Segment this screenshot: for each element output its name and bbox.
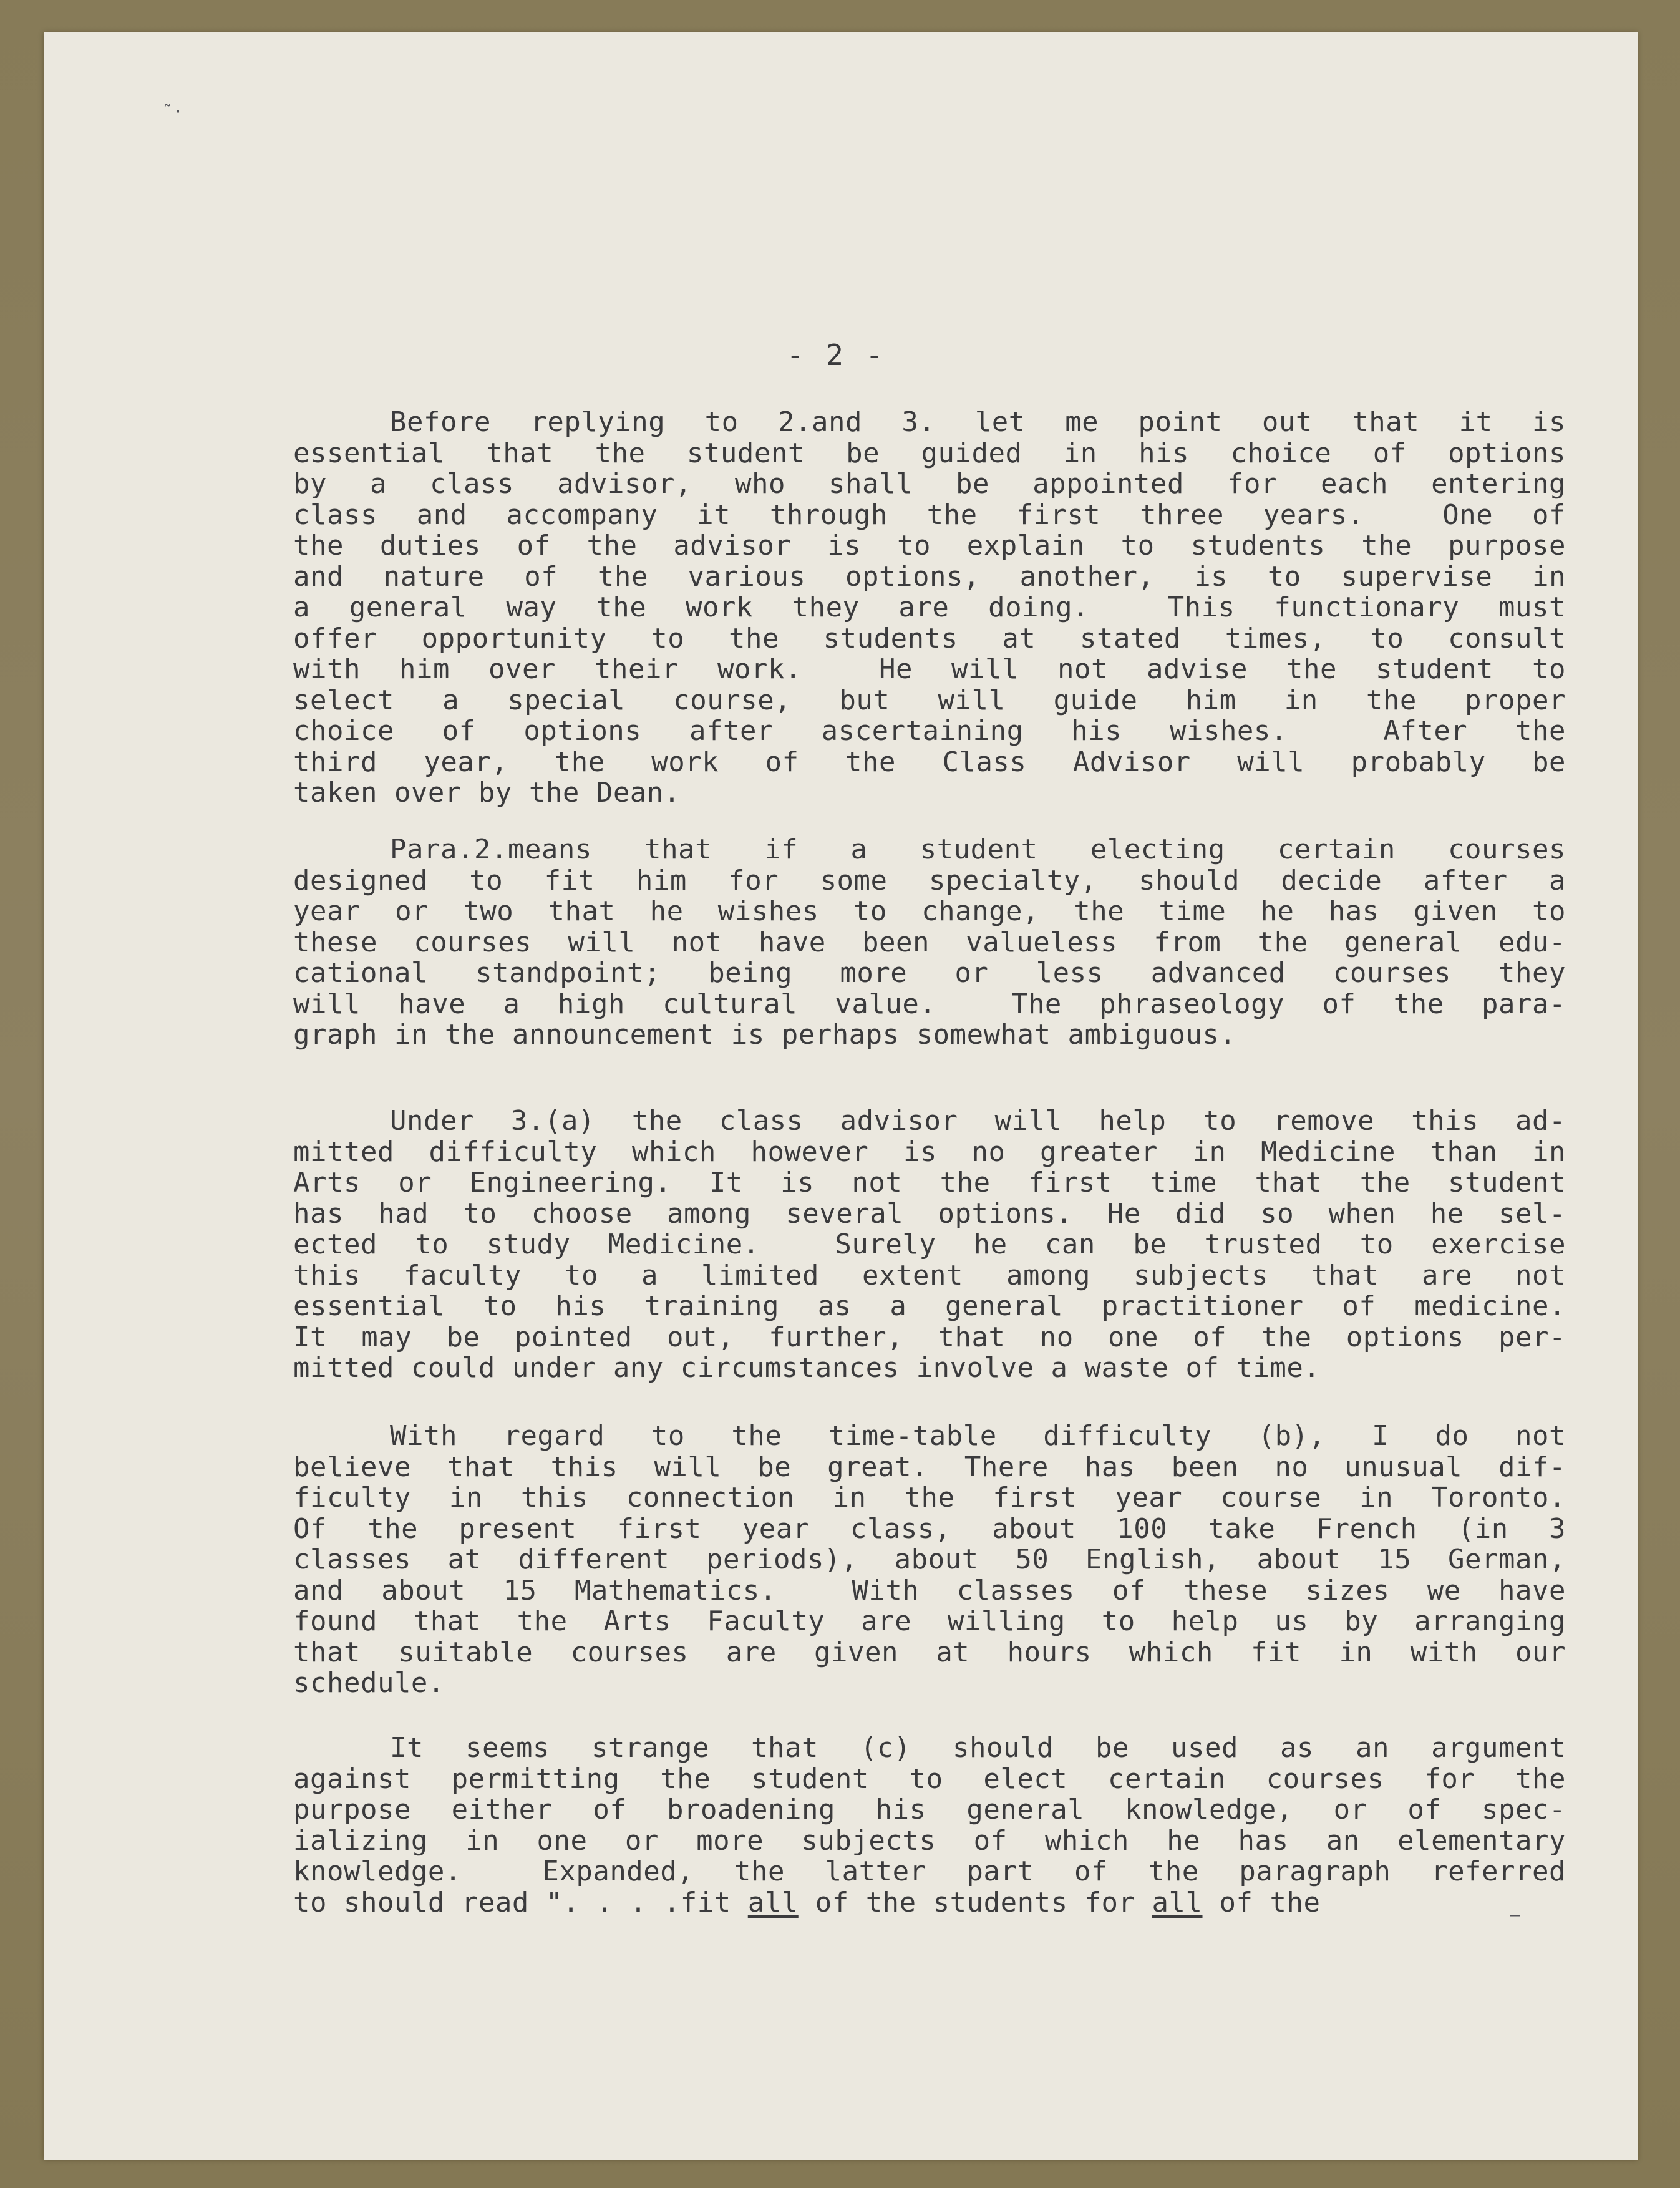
text-fragment: of the students for: [798, 1886, 1152, 1918]
paragraph-4: [293, 1421, 1566, 1699]
text-line: It may be pointed out, further, that no one of the options per-: [293, 1321, 1566, 1353]
text-line: taken over by the Dean.: [293, 777, 681, 809]
text-line: has had to choose among several options. He did so when he sel-: [293, 1197, 1566, 1230]
text-line: by a class advisor, who shall be appointed for each entering: [293, 468, 1566, 500]
text-line: offer opportunity to the students at stated times, to consult: [293, 622, 1566, 654]
text-line: [293, 1887, 1566, 1918]
text-fragment: of the: [1202, 1886, 1321, 1918]
text-line: select a special course, but will guide him in the proper: [293, 684, 1566, 716]
text-line: It seems strange that (c) should be used as an argument: [390, 1732, 1566, 1764]
text-line: graph in the announcement is perhaps somewhat ambiguous.: [293, 1019, 1236, 1051]
text-line: a general way the work they are doing. This functionary must: [293, 591, 1566, 623]
text-line: Before replying to 2.and 3. let me point out that it is: [390, 406, 1566, 438]
text-line: believe that this will be great. There has been no unusual dif-: [293, 1451, 1566, 1483]
text-line: ficulty in this connection in the first year course in Toronto.: [293, 1482, 1566, 1514]
text-line: this faculty to a limited extent among subjects that are not: [293, 1259, 1566, 1291]
underlined-word: all: [747, 1886, 799, 1918]
page-number: - 2 -: [786, 338, 886, 372]
text-line: choice of options after ascertaining his wishes. After the: [293, 715, 1566, 747]
typed-page: [44, 32, 1638, 2160]
text-line: mitted could under any circumstances involve a waste of time.: [293, 1352, 1321, 1384]
text-line: purpose either of broadening his general knowledge, or of spec-: [293, 1794, 1566, 1826]
text-line: classes at different periods), about 50 English, about 15 German,: [293, 1544, 1566, 1575]
text-line: Under 3.(a) the class advisor will help to remove this ad-: [390, 1105, 1566, 1137]
text-line: against permitting the student to elect certain courses for the: [293, 1763, 1566, 1795]
text-line: the duties of the advisor is to explain to students the purpose: [293, 530, 1566, 562]
text-line: that suitable courses are given at hours which fit in with our: [293, 1636, 1566, 1668]
paragraph-3: [293, 1106, 1566, 1384]
text-line: class and accompany it through the first three years. One of: [293, 498, 1566, 531]
text-line: third year, the work of the Class Advisor will probably be: [293, 746, 1566, 778]
text-line: essential that the student be guided in his choice of options: [293, 437, 1566, 469]
text-line: designed to fit him for some specialty, should decide after a: [293, 864, 1566, 897]
text-line: mitted difficulty which however is no greater in Medicine than in: [293, 1135, 1566, 1168]
text-line: ected to study Medicine. Surely he can be trusted to exercise: [293, 1228, 1566, 1260]
corner-mark: ˜·: [162, 101, 183, 122]
text-line: ializing in one or more subjects of which he has an elementary: [293, 1824, 1566, 1857]
text-line: and nature of the various options, another, is to supervise in: [293, 560, 1566, 593]
text-line: cational standpoint; being more or less advanced courses they: [293, 957, 1566, 989]
text-line: Arts or Engineering. It is not the first time that the student: [293, 1167, 1566, 1199]
paragraph-5: [293, 1733, 1566, 1918]
paragraph-1: [293, 407, 1566, 809]
margin-dash: –: [1510, 1904, 1520, 1925]
text-line: will have a high cultural value. The phraseology of the para-: [293, 988, 1566, 1020]
text-line: essential to his training as a general practitioner of medicine.: [293, 1290, 1566, 1322]
text-line: found that the Arts Faculty are willing to help us by arranging: [293, 1605, 1566, 1637]
text-line: with him over their work. He will not advise the student to: [293, 653, 1566, 685]
text-line: Of the present first year class, about 100 take French (in 3: [293, 1512, 1566, 1545]
text-line: With regard to the time-table difficulty (b), I do not: [390, 1420, 1566, 1452]
text-fragment: to should read ". . . .fit: [293, 1886, 748, 1918]
paragraph-2: [293, 834, 1566, 1051]
text-line: schedule.: [293, 1667, 445, 1699]
text-line: year or two that he wishes to change, the time he has given to: [293, 895, 1566, 927]
underlined-word: all: [1152, 1886, 1203, 1918]
text-line: Para.2.means that if a student electing certain courses: [390, 834, 1566, 865]
text-line: knowledge. Expanded, the latter part of the paragraph referred: [293, 1855, 1566, 1887]
text-line: these courses will not have been valueless from the general edu-: [293, 926, 1566, 958]
text-line: and about 15 Mathematics. With classes of these sizes we have: [293, 1574, 1566, 1607]
